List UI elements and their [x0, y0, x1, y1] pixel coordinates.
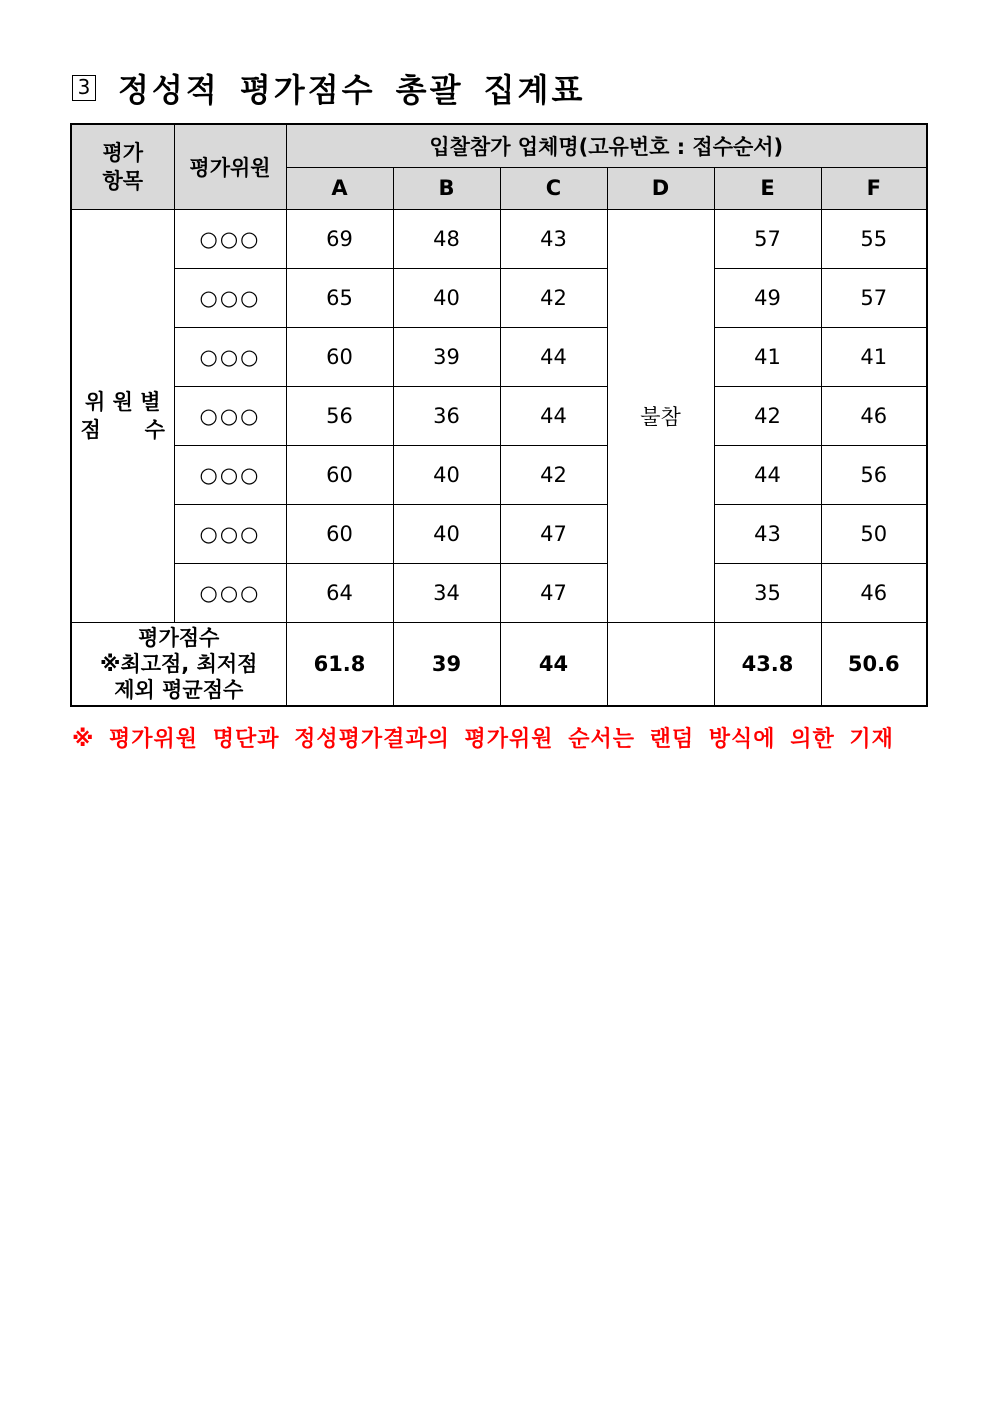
- summary-label-cell: [71, 622, 286, 706]
- score-cell: 44: [714, 445, 821, 504]
- table-row: [71, 504, 927, 563]
- score-cell: 42: [714, 386, 821, 445]
- score-cell: 43: [500, 209, 607, 268]
- score-cell: 60: [286, 445, 393, 504]
- score-cell: 60: [286, 504, 393, 563]
- score-cell: 64: [286, 563, 393, 622]
- header-row-1: [71, 124, 927, 167]
- score-cell: 47: [500, 563, 607, 622]
- score-cell: 40: [393, 504, 500, 563]
- header-company-b: B: [393, 167, 500, 209]
- table-row: [71, 445, 927, 504]
- summary-value: 43.8: [714, 622, 821, 706]
- evaluation-summary-table: [70, 123, 928, 707]
- summary-row: [71, 622, 927, 706]
- score-cell: 65: [286, 268, 393, 327]
- score-cell: 47: [500, 504, 607, 563]
- summary-value: 61.8: [286, 622, 393, 706]
- score-cell: 56: [286, 386, 393, 445]
- header-company-a: A: [286, 167, 393, 209]
- score-cell: 57: [714, 209, 821, 268]
- header-evaluator: 평가위원: [174, 124, 286, 209]
- score-cell: 46: [821, 386, 927, 445]
- score-cell: 41: [821, 327, 927, 386]
- summary-value: 39: [393, 622, 500, 706]
- score-cell: 57: [821, 268, 927, 327]
- score-cell: 34: [393, 563, 500, 622]
- score-cell: 40: [393, 445, 500, 504]
- score-cell: 60: [286, 327, 393, 386]
- section-label-cell: [71, 209, 174, 622]
- score-cell: 44: [500, 327, 607, 386]
- summary-value: 50.6: [821, 622, 927, 706]
- score-cell: 48: [393, 209, 500, 268]
- table-row: [71, 327, 927, 386]
- header-company-e: E: [714, 167, 821, 209]
- table-row: [71, 386, 927, 445]
- header-company-c: C: [500, 167, 607, 209]
- score-cell: 39: [393, 327, 500, 386]
- summary-value: 44: [500, 622, 607, 706]
- table-row: [71, 563, 927, 622]
- header-company-f: F: [821, 167, 927, 209]
- evaluator-cell: ○○○: [174, 327, 286, 386]
- score-cell: 40: [393, 268, 500, 327]
- score-cell: 41: [714, 327, 821, 386]
- section-label: 위 원 별 점 수: [80, 389, 165, 442]
- footnote: ※ 평가위원 명단과 정성평가결과의 평가위원 순서는 랜덤 방식에 의한 기재: [72, 727, 894, 752]
- section-heading: [72, 66, 585, 110]
- section-number-box: 3: [72, 75, 96, 101]
- score-cell: 44: [500, 386, 607, 445]
- evaluator-cell: ○○○: [174, 268, 286, 327]
- score-cell: 42: [500, 445, 607, 504]
- header-item: [71, 124, 174, 209]
- score-cell: 43: [714, 504, 821, 563]
- header-item-label: 평가 항목: [102, 140, 144, 193]
- summary-value: [607, 622, 714, 706]
- evaluator-cell: ○○○: [174, 504, 286, 563]
- score-cell: 35: [714, 563, 821, 622]
- table-row: [71, 268, 927, 327]
- score-cell: 49: [714, 268, 821, 327]
- header-company-d: D: [607, 167, 714, 209]
- score-cell: 50: [821, 504, 927, 563]
- score-cell: 56: [821, 445, 927, 504]
- score-cell: 46: [821, 563, 927, 622]
- table-row: [71, 209, 927, 268]
- evaluator-cell: ○○○: [174, 563, 286, 622]
- evaluator-cell: ○○○: [174, 445, 286, 504]
- score-cell: 69: [286, 209, 393, 268]
- evaluator-cell: ○○○: [174, 386, 286, 445]
- summary-label: 평가점수 ※최고점, 최저점 제외 평균점수: [100, 625, 258, 702]
- evaluator-cell: ○○○: [174, 209, 286, 268]
- absent-cell: 불참: [607, 209, 714, 622]
- score-cell: 55: [821, 209, 927, 268]
- header-bidders: 입찰참가 업체명(고유번호 : 접수순서): [286, 124, 927, 167]
- score-cell: 36: [393, 386, 500, 445]
- score-cell: 42: [500, 268, 607, 327]
- page-title: 정성적 평가점수 총괄 집계표: [118, 71, 586, 109]
